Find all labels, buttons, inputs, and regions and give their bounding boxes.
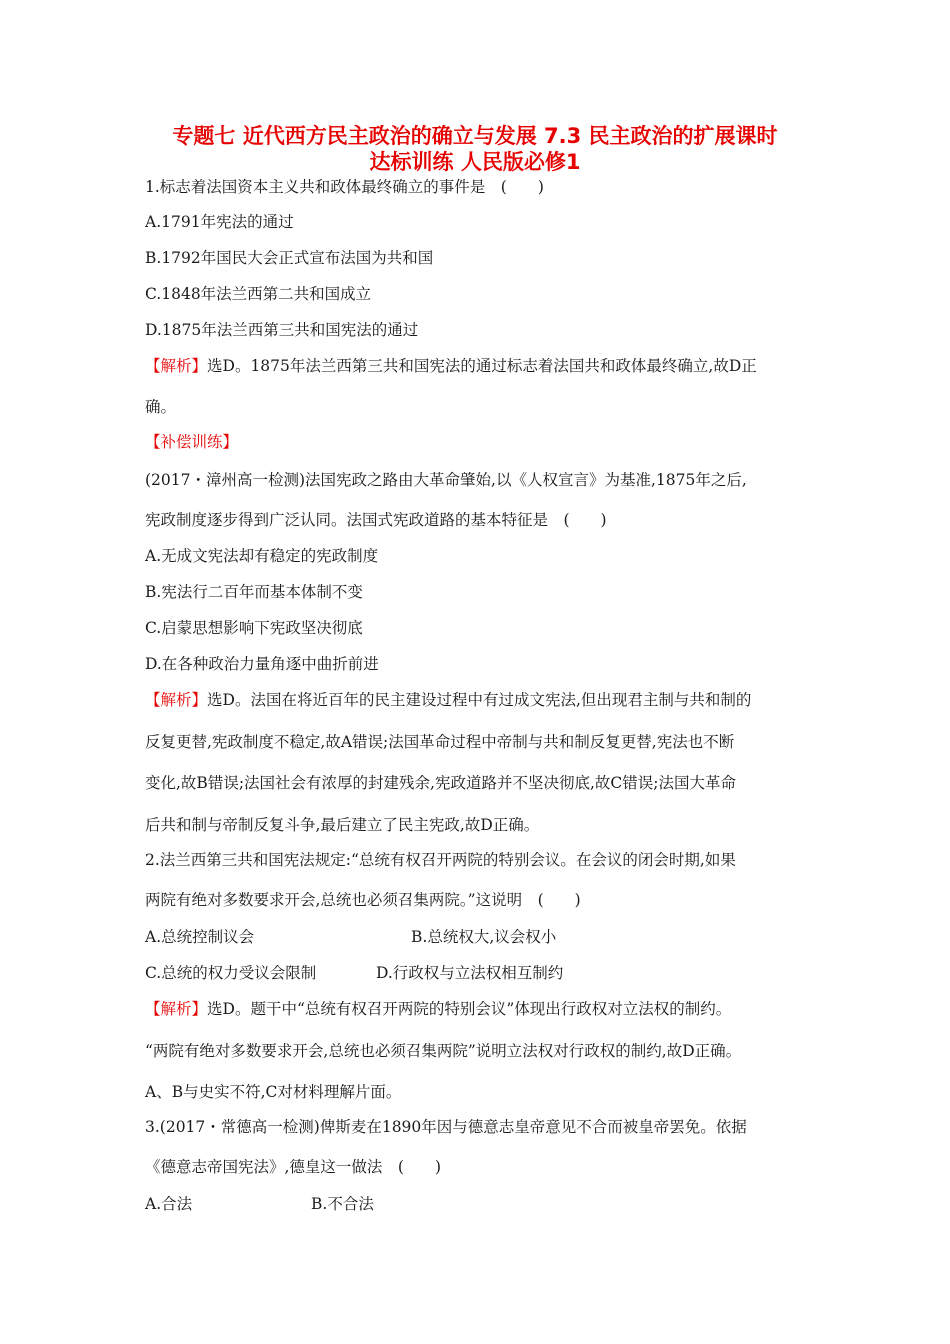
supplement-option-c: C.启蒙思想影响下宪政坚决彻底 [145, 619, 363, 637]
q2-option-c: C.总统的权力受议会限制 [145, 964, 317, 982]
q2-option-d: D.行政权与立法权相互制约 [376, 964, 564, 982]
supplement-tag: 【补偿训练】 [145, 433, 239, 451]
q2-analysis-text: 选D。题干中“总统有权召开两院的特别会议”体现出行政权对立法权的制约。 [207, 1000, 732, 1018]
q2-stem-line-1: 2.法兰西第三共和国宪法规定:“总统有权召开两院的特别会议。在会议的闭会时期,如果 [145, 851, 736, 869]
q1-analysis-text: 选D。1875年法兰西第三共和国宪法的通过标志着法国共和政体最终确立,故D正 [207, 357, 757, 375]
analysis-tag: 【解析】 [145, 1000, 208, 1018]
q2-analysis-line-2: “两院有绝对多数要求开会,总统也必须召集两院”说明立法权对行政权的制约,故D正确。 [145, 1042, 742, 1060]
analysis-tag: 【解析】 [145, 691, 208, 709]
q2-stem-line-2: 两院有绝对多数要求开会,总统也必须召集两院。”这说明 ( ) [145, 891, 581, 909]
q1-analysis [145, 356, 757, 376]
supplement-option-a: A.无成文宪法却有稳定的宪政制度 [145, 547, 379, 565]
q1-option-b: B.1792年国民大会正式宣布法国为共和国 [145, 249, 434, 267]
supplement-option-b: B.宪法行二百年而基本体制不变 [145, 583, 363, 601]
document-title-line-1: 专题七 近代西方民主政治的确立与发展 7.3 民主政治的扩展课时 [172, 124, 778, 148]
q1-option-c: C.1848年法兰西第二共和国成立 [145, 285, 372, 303]
q1-stem: 1.标志着法国资本主义共和政体最终确立的事件是 ( ) [145, 178, 544, 196]
q3-option-b: B.不合法 [311, 1195, 374, 1213]
supplement-stem-line-1: (2017・漳州高一检测)法国宪政之路由大革命肇始,以《人权宣言》为基准,1875年之后, [145, 471, 747, 489]
q2-option-b: B.总统权大,议会权小 [411, 928, 557, 946]
q1-option-a: A.1791年宪法的通过 [145, 213, 294, 231]
q2-option-a: A.总统控制议会 [145, 928, 255, 946]
analysis-tag: 【解析】 [145, 357, 208, 375]
q1-option-d: D.1875年法兰西第三共和国宪法的通过 [145, 321, 419, 339]
supplement-stem-line-2: 宪政制度逐步得到广泛认同。法国式宪政道路的基本特征是 ( ) [145, 511, 607, 529]
supplement-analysis-line-3: 变化,故B错误;法国社会有浓厚的封建残余,宪政道路并不坚决彻底,故C错误;法国大革命 [145, 774, 736, 792]
supplement-analysis-text: 选D。法国在将近百年的民主建设过程中有过成文宪法,但出现君主制与共和制的 [207, 691, 752, 709]
supplement-analysis-line-2: 反复更替,宪政制度不稳定,故A错误;法国革命过程中帝制与共和制反复更替,宪法也不断 [145, 733, 735, 751]
document-title-line-2: 达标训练 人民版必修1 [369, 150, 581, 174]
q2-analysis [145, 999, 731, 1019]
supplement-option-d: D.在各种政治力量角逐中曲折前进 [145, 655, 379, 673]
q3-stem-line-2: 《德意志帝国宪法》,德皇这一做法 ( ) [145, 1158, 442, 1176]
q3-stem-line-1: 3.(2017・常德高一检测)俾斯麦在1890年因与德意志皇帝意见不合而被皇帝罢免。依据 [145, 1118, 747, 1136]
q1-analysis-line-2: 确。 [145, 398, 177, 416]
q2-analysis-line-3: A、B与史实不符,C对材料理解片面。 [145, 1083, 402, 1101]
supplement-analysis [145, 690, 751, 710]
supplement-analysis-line-4: 后共和制与帝制反复斗争,最后建立了民主宪政,故D正确。 [145, 816, 540, 834]
q3-option-a: A.合法 [145, 1195, 193, 1213]
